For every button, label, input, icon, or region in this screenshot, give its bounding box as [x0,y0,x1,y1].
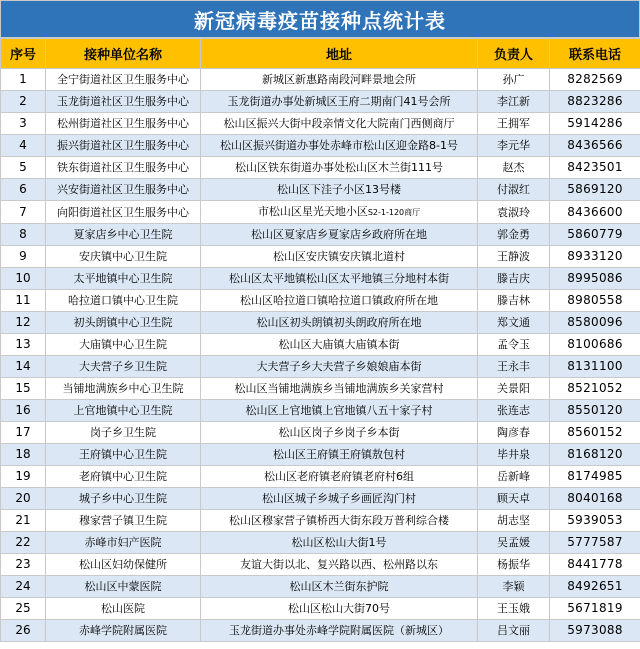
table-row [1,554,640,576]
cell-unit: 大夫营子乡卫生院 [46,356,201,378]
cell-phone: 5939053 [550,510,640,532]
cell-no: 6 [1,179,46,201]
cell-address: 友谊大街以北、复兴路以西、松州路以东 [201,554,478,576]
cell-unit: 松州街道社区卫生服务中心 [46,113,201,135]
cell-person: 毕井泉 [478,444,550,466]
cell-person: 赵杰 [478,157,550,179]
cell-address: 松山区松山大街70号 [201,598,478,620]
address-main: 市松山区星光天地小区 [257,205,368,218]
cell-unit: 铁东街道社区卫生服务中心 [46,157,201,179]
table-row [1,91,640,113]
cell-unit: 岗子乡卫生院 [46,422,201,444]
table-row [1,378,640,400]
cell-person: 郑文通 [478,312,550,334]
cell-address: 松山区振兴大街中段亲情文化大院南门西侧商厅 [201,113,478,135]
cell-phone: 8550120 [550,400,640,422]
header-no: 序号 [1,39,46,69]
cell-phone: 5973088 [550,620,640,642]
table-row [1,69,640,91]
cell-phone: 8436600 [550,201,640,224]
cell-address: 新城区新惠路南段河畔景地会所 [201,69,478,91]
cell-unit: 振兴街道社区卫生服务中心 [46,135,201,157]
table-row [1,312,640,334]
cell-address: 松山区夏家店乡夏家店乡政府所在地 [201,224,478,246]
cell-no: 8 [1,224,46,246]
cell-person: 王拥军 [478,113,550,135]
cell-person: 张连志 [478,400,550,422]
cell-person: 滕吉庆 [478,268,550,290]
cell-unit: 兴安街道社区卫生服务中心 [46,179,201,201]
cell-no: 4 [1,135,46,157]
cell-phone: 8823286 [550,91,640,113]
cell-address: 松山区木兰街东护院 [201,576,478,598]
cell-phone: 8995086 [550,268,640,290]
header-unit: 接种单位名称 [46,39,201,69]
cell-no: 11 [1,290,46,312]
cell-person: 郭金勇 [478,224,550,246]
cell-unit: 初头朗镇中心卫生院 [46,312,201,334]
table-row [1,444,640,466]
table-row [1,532,640,554]
cell-unit: 当铺地满族乡中心卫生院 [46,378,201,400]
table-row [1,157,640,179]
cell-person: 陶彦春 [478,422,550,444]
cell-no: 5 [1,157,46,179]
cell-phone: 8521052 [550,378,640,400]
cell-no: 24 [1,576,46,598]
cell-address: 松山区下洼子小区13号楼 [201,179,478,201]
cell-address: 松山区太平地镇松山区太平地镇三分地村本街 [201,268,478,290]
cell-person: 胡志坚 [478,510,550,532]
cell-no: 1 [1,69,46,91]
cell-unit: 老府镇中心卫生院 [46,466,201,488]
cell-phone: 8100686 [550,334,640,356]
cell-person: 滕吉林 [478,290,550,312]
cell-no: 22 [1,532,46,554]
cell-address: 大夫营子乡大夫营子乡娘娘庙本街 [201,356,478,378]
table-row [1,422,640,444]
cell-phone: 8282569 [550,69,640,91]
cell-person: 王静波 [478,246,550,268]
table-row [1,488,640,510]
table-header-row [1,39,640,69]
table-row [1,201,640,224]
cell-address: 玉龙街道办事处赤峰学院附属医院（新城区） [201,620,478,642]
address-note: S2-1-120商厅 [367,208,421,217]
cell-no: 23 [1,554,46,576]
cell-unit: 松山区妇幼保健所 [46,554,201,576]
cell-no: 21 [1,510,46,532]
cell-unit: 穆家营子镇卫生院 [46,510,201,532]
cell-unit: 松山区中蒙医院 [46,576,201,598]
cell-address: 松山区大庙镇大庙镇本街 [201,334,478,356]
cell-no: 9 [1,246,46,268]
cell-unit: 向阳街道社区卫生服务中心 [46,201,201,224]
cell-address: 松山区老府镇老府镇老府村6组 [201,466,478,488]
cell-phone: 5777587 [550,532,640,554]
header-person: 负责人 [478,39,550,69]
cell-person: 李元华 [478,135,550,157]
cell-person: 孙广 [478,69,550,91]
cell-phone: 5860779 [550,224,640,246]
cell-address: 松山区岗子乡岗子乡本街 [201,422,478,444]
cell-unit: 全宁街道社区卫生服务中心 [46,69,201,91]
cell-no: 15 [1,378,46,400]
cell-person: 关景阳 [478,378,550,400]
table-row [1,290,640,312]
table-row [1,466,640,488]
cell-phone: 5671819 [550,598,640,620]
cell-address: 松山区上官地镇上官地镇八五十家子村 [201,400,478,422]
cell-no: 7 [1,201,46,224]
header-address: 地址 [201,39,478,69]
cell-person: 孟令玉 [478,334,550,356]
cell-address: 松山区穆家营子镇桥西大街东段万普利综合楼 [201,510,478,532]
table-row [1,113,640,135]
cell-unit: 赤峰市妇产医院 [46,532,201,554]
cell-person: 王永丰 [478,356,550,378]
cell-person: 吕文丽 [478,620,550,642]
cell-address: 松山区安庆镇安庆镇北道村 [201,246,478,268]
table-row [1,356,640,378]
cell-address: 松山区城子乡城子乡画匠沟门村 [201,488,478,510]
cell-phone: 8980558 [550,290,640,312]
cell-phone: 8423501 [550,157,640,179]
table-row [1,334,640,356]
cell-phone: 8168120 [550,444,640,466]
cell-no: 19 [1,466,46,488]
cell-phone: 8560152 [550,422,640,444]
table-row [1,400,640,422]
cell-no: 12 [1,312,46,334]
cell-unit: 上官地镇中心卫生院 [46,400,201,422]
cell-no: 2 [1,91,46,113]
table-row [1,268,640,290]
cell-no: 10 [1,268,46,290]
cell-unit: 松山医院 [46,598,201,620]
table-row [1,135,640,157]
table-row [1,510,640,532]
header-phone: 联系电话 [550,39,640,69]
cell-person: 吴孟媛 [478,532,550,554]
cell-person: 王玉娥 [478,598,550,620]
cell-no: 14 [1,356,46,378]
table-row [1,620,640,642]
cell-person: 袁淑玲 [478,201,550,224]
cell-unit: 城子乡中心卫生院 [46,488,201,510]
cell-unit: 大庙镇中心卫生院 [46,334,201,356]
cell-unit: 王府镇中心卫生院 [46,444,201,466]
cell-phone: 5914286 [550,113,640,135]
cell-address: 玉龙街道办事处新城区王府二期南门41号会所 [201,91,478,113]
cell-phone: 8174985 [550,466,640,488]
cell-no: 17 [1,422,46,444]
table-row [1,224,640,246]
cell-person: 顾天卓 [478,488,550,510]
cell-address: 松山区初头朗镇初头朗政府所在地 [201,312,478,334]
cell-no: 3 [1,113,46,135]
cell-no: 25 [1,598,46,620]
cell-phone: 8933120 [550,246,640,268]
cell-no: 26 [1,620,46,642]
cell-address: 松山区松山大街1号 [201,532,478,554]
cell-person: 杨振华 [478,554,550,576]
cell-phone: 5869120 [550,179,640,201]
cell-address [201,201,478,224]
cell-address: 松山区振兴街道办事处赤峰市松山区迎金路8-1号 [201,135,478,157]
cell-phone: 8131100 [550,356,640,378]
cell-phone: 8040168 [550,488,640,510]
cell-no: 16 [1,400,46,422]
cell-address: 松山区哈拉道口镇哈拉道口镇政府所在地 [201,290,478,312]
cell-person: 岳新峰 [478,466,550,488]
cell-unit: 玉龙街道社区卫生服务中心 [46,91,201,113]
cell-unit: 太平地镇中心卫生院 [46,268,201,290]
cell-no: 13 [1,334,46,356]
table-row [1,576,640,598]
cell-no: 20 [1,488,46,510]
cell-phone: 8580096 [550,312,640,334]
cell-phone: 8492651 [550,576,640,598]
table-row [1,246,640,268]
cell-no: 18 [1,444,46,466]
cell-person: 付淑红 [478,179,550,201]
cell-address: 松山区铁东街道办事处松山区木兰街111号 [201,157,478,179]
cell-unit: 赤峰学院附属医院 [46,620,201,642]
cell-address: 松山区当铺地满族乡当铺地满族乡关家营村 [201,378,478,400]
cell-person: 李颖 [478,576,550,598]
cell-unit: 哈拉道口镇中心卫生院 [46,290,201,312]
cell-phone: 8441778 [550,554,640,576]
table-row [1,598,640,620]
table-row [1,179,640,201]
vaccination-sites-table [0,38,640,642]
cell-person: 李江新 [478,91,550,113]
cell-address: 松山区王府镇王府镇敖包村 [201,444,478,466]
cell-unit: 夏家店乡中心卫生院 [46,224,201,246]
cell-unit: 安庆镇中心卫生院 [46,246,201,268]
table-title: 新冠病毒疫苗接种点统计表 [0,0,640,38]
table-body [1,69,640,642]
cell-phone: 8436566 [550,135,640,157]
